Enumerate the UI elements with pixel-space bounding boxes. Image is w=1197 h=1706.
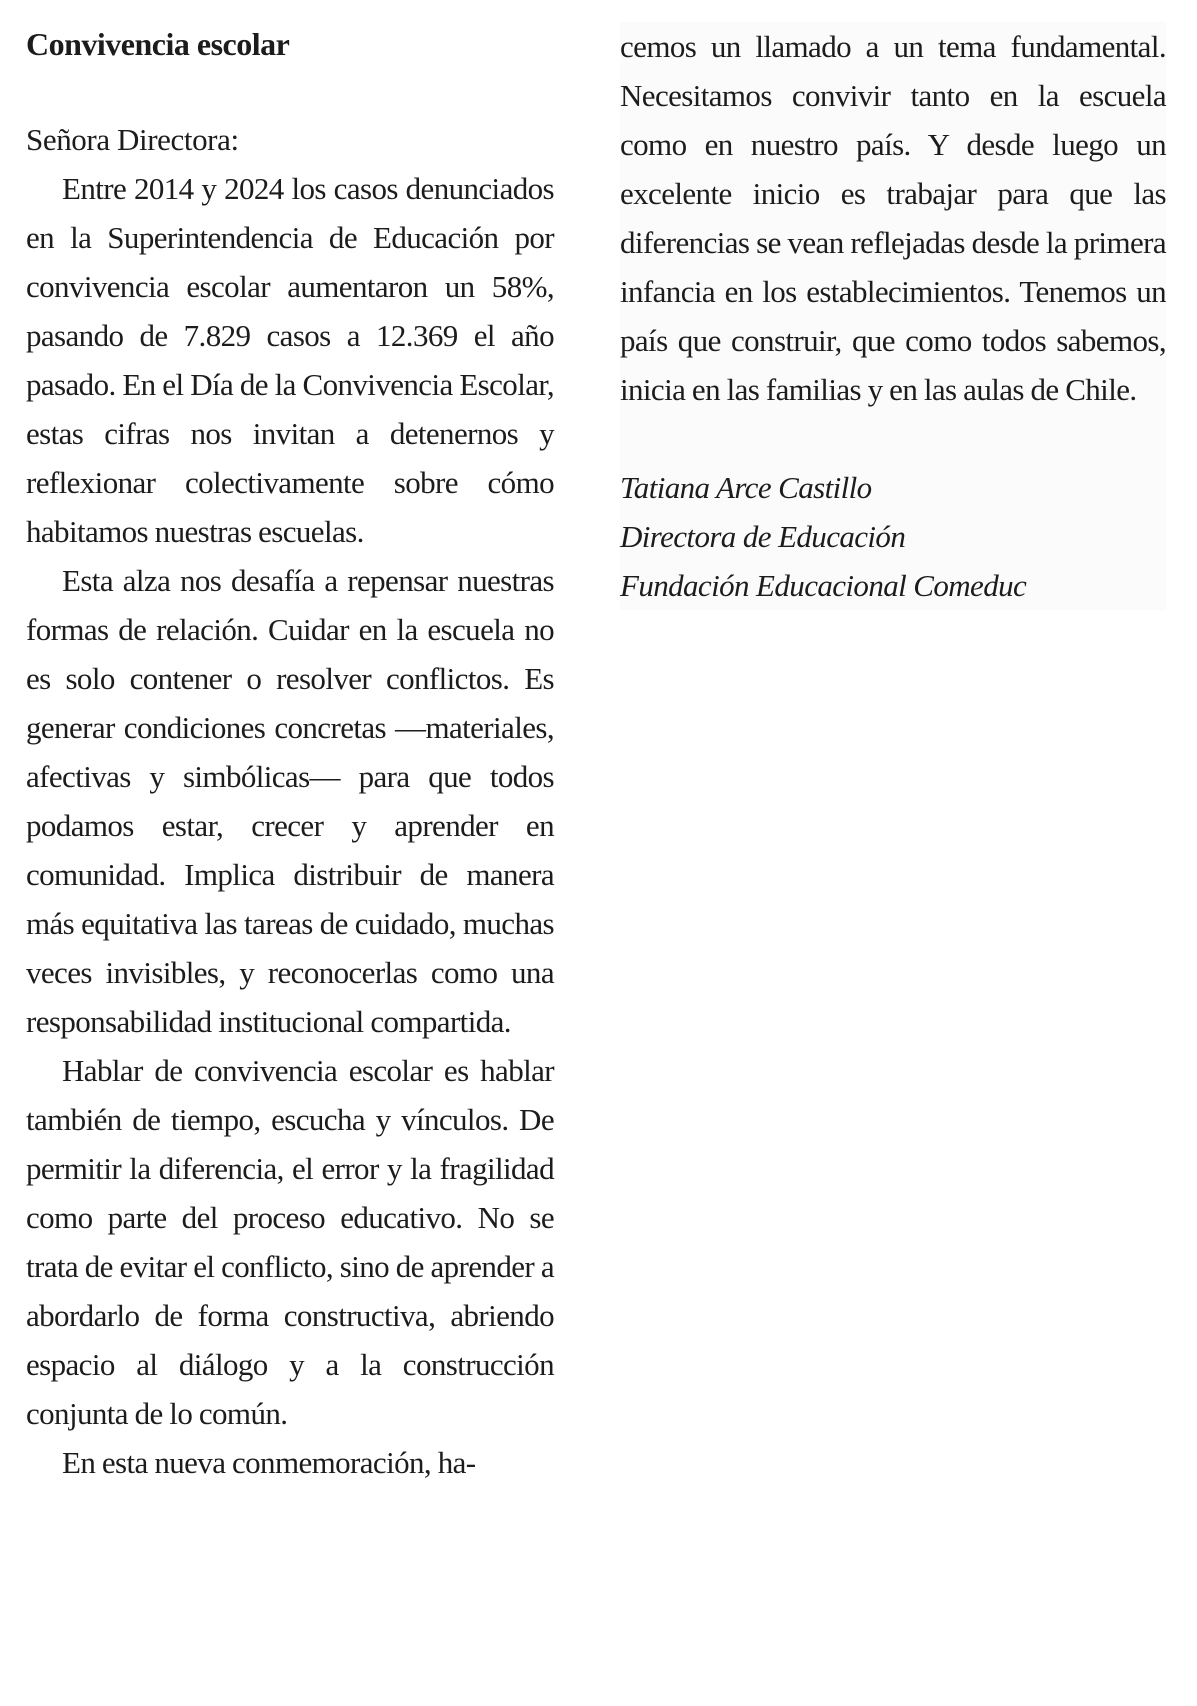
paragraph-2: Esta alza nos desafía a repensar nuestras formas de relación. Cuidar en la escuela no es solo contener o resolver conflictos. Es generar condiciones concretas —materiales, afectivas y simbólicas— para que todos podamos estar, crecer y aprender en comunidad. Implica distribuir de manera más equitativa las tareas de cuidado, muchas veces invisibles, y reconocerlas como una responsabilidad institucional compartida. xyxy=(26,563,554,1039)
paragraph-3: Hablar de convivencia escolar es hablar también de tiempo, escucha y vínculos. De permitir la diferencia, el error y la fragilidad como parte del proceso educativo. No se trata de evitar el conflicto, sino de aprender a abordarlo de forma constructiva, abriendo espacio al diálogo y a la construcción conjunta de lo común. xyxy=(26,1053,554,1431)
paragraph-1: Entre 2014 y 2024 los casos denunciados en la Superintendencia de Educación por convivencia escolar aumentaron un 58%, pasando de 7.829 casos a 12.369 el año pasado. En el Día de la Convivencia Escolar, estas cifras nos invitan a detenernos y reflexionar colectivamente sobre cómo habitamos nuestras escuelas. xyxy=(26,171,554,549)
signature-role: Directora de Educación xyxy=(620,519,906,554)
right-column xyxy=(620,22,1166,610)
signature-block xyxy=(620,463,1166,610)
letter-greeting: Señora Directora: xyxy=(26,122,239,157)
signature-organization: Fundación Educacional Comeduc xyxy=(620,568,1027,603)
letter-headline: Convivencia escolar xyxy=(26,26,290,62)
left-column xyxy=(26,22,554,1487)
signature-name: Tatiana Arce Castillo xyxy=(620,470,872,505)
paragraph-4-continued: cemos un llamado a un tema fundamental. Necesitamos convivir tanto en la escuela como en nuestro país. Y desde luego un excelente inicio es trabajar para que las diferencias se vean reflejadas desde la primera infancia en los establecimientos. Tenemos un país que construir, que como todos sabemos, inicia en las familias y en las aulas de Chile. xyxy=(620,29,1166,407)
paragraph-4-start: En esta nueva conmemoración, ha- xyxy=(62,1445,476,1480)
